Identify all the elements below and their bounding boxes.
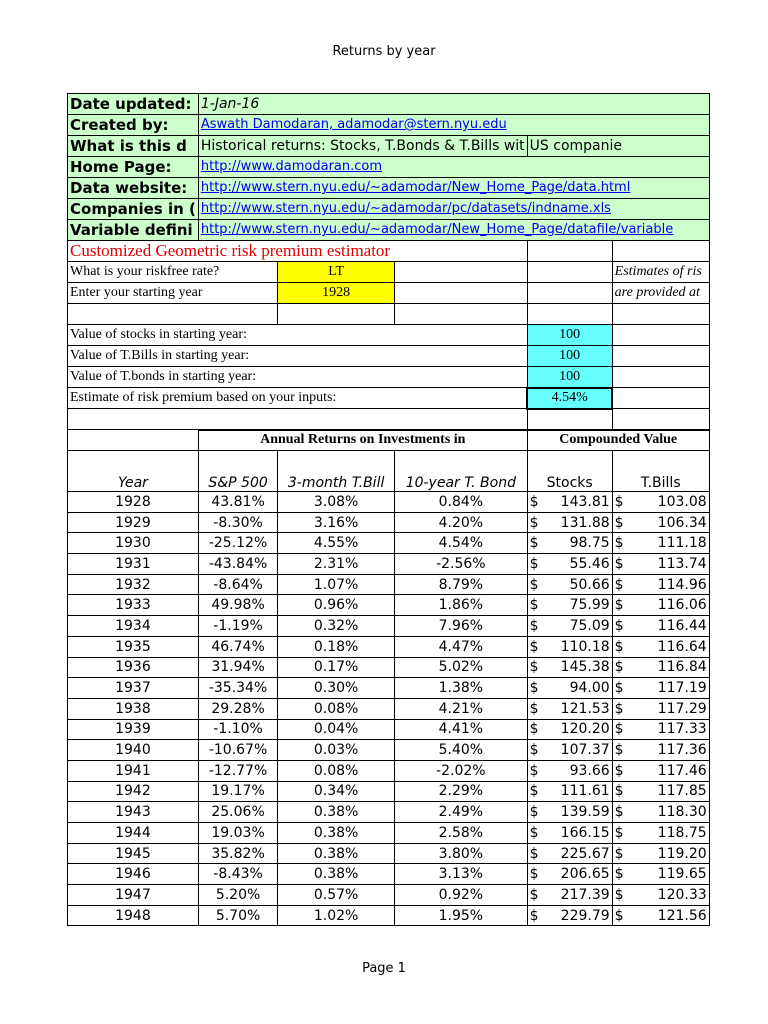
tbills-value-cell: [612, 698, 709, 719]
currency-symbol: $: [529, 783, 539, 800]
empty-cell: [395, 304, 528, 325]
tbills-value: 106.34: [657, 514, 707, 531]
estimator-title: Customized Geometric risk premium estimator: [68, 241, 528, 262]
stocks-value: 143.81: [560, 493, 610, 510]
currency-symbol: $: [529, 617, 539, 634]
sp500-return-cell: -8.30%: [198, 512, 277, 533]
stocks-value-cell: [527, 719, 612, 740]
data-website-link[interactable]: http://www.stern.nyu.edu/~adamodar/New_Home_Page/data.html: [198, 178, 709, 199]
riskfree-label: What is your riskfree rate?: [68, 262, 278, 283]
stocks-start-value[interactable]: 100: [527, 325, 612, 346]
currency-symbol: $: [529, 597, 539, 614]
col-header-year: Year: [68, 451, 199, 492]
currency-symbol: $: [529, 804, 539, 821]
currency-symbol: $: [614, 866, 624, 883]
empty-cell: [395, 262, 528, 283]
tbonds-start-label: Value of T.bonds in starting year:: [68, 367, 528, 388]
table-row: [68, 492, 710, 513]
tbill-return-cell: 0.57%: [278, 885, 395, 906]
tbond-return-cell: 7.96%: [395, 616, 528, 637]
stocks-value: 217.39: [560, 886, 610, 903]
created-by-link[interactable]: Aswath Damodaran, adamodar@stern.nyu.edu: [198, 115, 709, 136]
tbond-return-cell: 8.79%: [395, 574, 528, 595]
tbond-return-cell: 4.21%: [395, 698, 528, 719]
tbills-value: 114.96: [657, 576, 707, 593]
tbills-value: 111.18: [657, 535, 707, 552]
sp500-return-cell: -1.19%: [198, 616, 277, 637]
tbond-return-cell: 4.41%: [395, 719, 528, 740]
sp500-return-cell: 46.74%: [198, 636, 277, 657]
stocks-value: 94.00: [569, 680, 610, 697]
empty-cell: [527, 262, 612, 283]
table-row: [68, 719, 710, 740]
tbill-return-cell: 0.38%: [278, 843, 395, 864]
tbond-return-cell: 3.13%: [395, 864, 528, 885]
tbills-value-cell: [612, 533, 709, 554]
stocks-value: 75.09: [569, 617, 610, 634]
year-cell: 1928: [68, 492, 199, 513]
stocks-value-cell: [527, 554, 612, 575]
tbills-value-cell: [612, 616, 709, 637]
stocks-value-cell: [527, 885, 612, 906]
tbill-return-cell: 0.17%: [278, 657, 395, 678]
currency-symbol: $: [614, 762, 624, 779]
stocks-value: 229.79: [560, 907, 610, 924]
currency-symbol: $: [529, 742, 539, 759]
currency-symbol: $: [614, 700, 624, 717]
tbills-value-cell: [612, 719, 709, 740]
tbond-return-cell: 4.47%: [395, 636, 528, 657]
stocks-value: 98.75: [569, 535, 610, 552]
table-row: [68, 781, 710, 802]
stocks-value-cell: [527, 843, 612, 864]
tbills-value-cell: [612, 905, 709, 926]
stocks-value-cell: [527, 512, 612, 533]
sp500-return-cell: 19.17%: [198, 781, 277, 802]
tbond-return-cell: 5.02%: [395, 657, 528, 678]
sp500-return-cell: -8.64%: [198, 574, 277, 595]
tbills-value: 117.19: [657, 680, 707, 697]
year-cell: 1936: [68, 657, 199, 678]
stocks-value: 131.88: [560, 514, 610, 531]
year-cell: 1931: [68, 554, 199, 575]
year-cell: 1946: [68, 864, 199, 885]
col-header-tbills: T.Bills: [612, 451, 709, 492]
tbond-return-cell: 4.54%: [395, 533, 528, 554]
currency-symbol: $: [529, 824, 539, 841]
currency-symbol: $: [614, 555, 624, 572]
currency-symbol: $: [614, 824, 624, 841]
stocks-value: 50.66: [569, 576, 610, 593]
tbills-value: 113.74: [657, 555, 707, 572]
empty-cell: [527, 409, 612, 430]
stocks-value-cell: [527, 678, 612, 699]
tbond-return-cell: -2.56%: [395, 554, 528, 575]
tbill-return-cell: 1.02%: [278, 905, 395, 926]
tbond-return-cell: 1.95%: [395, 905, 528, 926]
companies-label: Companies in (: [68, 199, 199, 220]
year-cell: 1945: [68, 843, 199, 864]
stocks-value-cell: [527, 905, 612, 926]
tbond-return-cell: 4.20%: [395, 512, 528, 533]
spreadsheet-grid: [67, 93, 710, 926]
tbond-return-cell: 3.80%: [395, 843, 528, 864]
stocks-value-cell: [527, 698, 612, 719]
note-line-1: Estimates of ris: [612, 262, 709, 283]
table-row: [68, 864, 710, 885]
empty-cell: [527, 283, 612, 304]
tbill-return-cell: 0.38%: [278, 802, 395, 823]
start-year-input[interactable]: 1928: [278, 283, 395, 304]
empty-cell: [612, 367, 709, 388]
currency-symbol: $: [529, 638, 539, 655]
tbond-return-cell: 0.92%: [395, 885, 528, 906]
stocks-value: 145.38: [560, 659, 610, 676]
tbills-value: 116.06: [657, 597, 707, 614]
variable-definitions-link[interactable]: http://www.stern.nyu.edu/~adamodar/New_Home_Page/datafile/variable: [198, 220, 709, 241]
table-row: [68, 574, 710, 595]
tbill-return-cell: 2.31%: [278, 554, 395, 575]
sp500-return-cell: -8.43%: [198, 864, 277, 885]
tbills-start-label: Value of T.Bills in starting year:: [68, 346, 528, 367]
home-page-label: Home Page:: [68, 157, 199, 178]
currency-symbol: $: [529, 514, 539, 531]
stocks-start-label: Value of stocks in starting year:: [68, 325, 528, 346]
sp500-return-cell: -25.12%: [198, 533, 277, 554]
table-row: [68, 760, 710, 781]
empty-cell: [612, 304, 709, 325]
year-cell: 1948: [68, 905, 199, 926]
tbills-value-cell: [612, 843, 709, 864]
stocks-value-cell: [527, 574, 612, 595]
year-cell: 1930: [68, 533, 199, 554]
table-row: [68, 636, 710, 657]
sp500-return-cell: 19.03%: [198, 823, 277, 844]
empty-cell: [527, 304, 612, 325]
what-is-this-label: What is this d: [68, 136, 199, 157]
stocks-value-cell: [527, 492, 612, 513]
empty-cell: [395, 283, 528, 304]
stocks-value-cell: [527, 740, 612, 761]
stocks-value-cell: [527, 802, 612, 823]
tbill-return-cell: 0.96%: [278, 595, 395, 616]
tbill-return-cell: 0.18%: [278, 636, 395, 657]
tbills-value: 117.29: [657, 700, 707, 717]
tbill-return-cell: 0.38%: [278, 864, 395, 885]
stocks-value-cell: [527, 760, 612, 781]
stocks-value-cell: [527, 657, 612, 678]
tbond-return-cell: 0.84%: [395, 492, 528, 513]
annual-returns-header: Annual Returns on Investments in: [198, 430, 527, 451]
currency-symbol: $: [529, 762, 539, 779]
table-row: [68, 678, 710, 699]
tbills-value: 103.08: [657, 493, 707, 510]
stocks-value-cell: [527, 636, 612, 657]
tbills-value-cell: [612, 657, 709, 678]
tbills-value-cell: [612, 678, 709, 699]
tbills-value-cell: [612, 636, 709, 657]
tbills-value: 118.30: [657, 804, 707, 821]
tbills-start-value[interactable]: 100: [527, 346, 612, 367]
page-footer: Page 1: [362, 961, 406, 976]
currency-symbol: $: [614, 493, 624, 510]
year-cell: 1929: [68, 512, 199, 533]
stocks-value: 111.61: [560, 783, 610, 800]
tbills-value-cell: [612, 595, 709, 616]
currency-symbol: $: [614, 742, 624, 759]
sp500-return-cell: -1.10%: [198, 719, 277, 740]
col-header-tbond: 10-year T. Bond: [395, 451, 528, 492]
tbill-return-cell: 1.07%: [278, 574, 395, 595]
currency-symbol: $: [614, 845, 624, 862]
year-cell: 1940: [68, 740, 199, 761]
tbill-return-cell: 0.34%: [278, 781, 395, 802]
tbills-value-cell: [612, 823, 709, 844]
year-cell: 1938: [68, 698, 199, 719]
sp500-return-cell: -43.84%: [198, 554, 277, 575]
sp500-return-cell: 49.98%: [198, 595, 277, 616]
tbill-return-cell: 0.08%: [278, 760, 395, 781]
currency-symbol: $: [529, 680, 539, 697]
tbills-value: 116.44: [657, 617, 707, 634]
table-row: [68, 657, 710, 678]
tbill-return-cell: 0.08%: [278, 698, 395, 719]
year-cell: 1933: [68, 595, 199, 616]
tbill-return-cell: 4.55%: [278, 533, 395, 554]
year-cell: 1935: [68, 636, 199, 657]
stocks-value: 75.99: [569, 597, 610, 614]
compounded-value-header: Compounded Value: [527, 430, 709, 451]
stocks-value: 121.53: [560, 700, 610, 717]
tbill-return-cell: 0.38%: [278, 823, 395, 844]
empty-cell: [68, 304, 278, 325]
currency-symbol: $: [614, 721, 624, 738]
stocks-value: 166.15: [560, 824, 610, 841]
companies-link[interactable]: http://www.stern.nyu.edu/~adamodar/pc/datasets/indname.xls: [198, 199, 709, 220]
currency-symbol: $: [614, 617, 624, 634]
currency-symbol: $: [529, 659, 539, 676]
currency-symbol: $: [529, 907, 539, 924]
table-row: [68, 595, 710, 616]
currency-symbol: $: [614, 907, 624, 924]
stocks-value-cell: [527, 595, 612, 616]
what-is-this-value: Historical returns: Stocks, T.Bonds & T.Bills wit: [198, 136, 527, 157]
tbills-value: 117.46: [657, 762, 707, 779]
sp500-return-cell: 31.94%: [198, 657, 277, 678]
table-row: [68, 823, 710, 844]
tbond-return-cell: 1.86%: [395, 595, 528, 616]
stocks-value: 93.66: [569, 762, 610, 779]
currency-symbol: $: [529, 886, 539, 903]
year-cell: 1934: [68, 616, 199, 637]
year-cell: 1941: [68, 760, 199, 781]
sp500-return-cell: -12.77%: [198, 760, 277, 781]
col-header-stocks: Stocks: [527, 451, 612, 492]
currency-symbol: $: [614, 597, 624, 614]
created-by-label: Created by:: [68, 115, 199, 136]
tbonds-start-value[interactable]: 100: [527, 367, 612, 388]
stocks-value-cell: [527, 823, 612, 844]
tbond-return-cell: 2.49%: [395, 802, 528, 823]
tbills-value: 117.36: [657, 742, 707, 759]
currency-symbol: $: [529, 845, 539, 862]
date-updated-value: 1-Jan-16: [198, 94, 709, 115]
currency-symbol: $: [529, 535, 539, 552]
stocks-value: 225.67: [560, 845, 610, 862]
year-cell: 1944: [68, 823, 199, 844]
year-cell: 1937: [68, 678, 199, 699]
tbond-return-cell: 5.40%: [395, 740, 528, 761]
sp500-return-cell: -10.67%: [198, 740, 277, 761]
table-row: [68, 802, 710, 823]
currency-symbol: $: [614, 659, 624, 676]
empty-cell: [612, 388, 709, 409]
year-cell: 1942: [68, 781, 199, 802]
home-page-link[interactable]: http://www.damodaran.com: [198, 157, 709, 178]
year-cell: 1932: [68, 574, 199, 595]
sp500-return-cell: 25.06%: [198, 802, 277, 823]
tbond-return-cell: 1.38%: [395, 678, 528, 699]
table-row: [68, 698, 710, 719]
currency-symbol: $: [529, 866, 539, 883]
year-cell: 1947: [68, 885, 199, 906]
tbills-value-cell: [612, 512, 709, 533]
sp500-return-cell: 29.28%: [198, 698, 277, 719]
sp500-return-cell: 5.70%: [198, 905, 277, 926]
tbills-value: 117.33: [657, 721, 707, 738]
tbills-value-cell: [612, 781, 709, 802]
note-line-2: are provided at: [612, 283, 709, 304]
tbill-return-cell: 0.03%: [278, 740, 395, 761]
table-row: [68, 616, 710, 637]
stocks-value: 107.37: [560, 742, 610, 759]
tbond-return-cell: 2.58%: [395, 823, 528, 844]
currency-symbol: $: [529, 576, 539, 593]
empty-cell: [612, 241, 709, 262]
currency-symbol: $: [614, 680, 624, 697]
currency-symbol: $: [614, 783, 624, 800]
empty-cell: [278, 304, 395, 325]
data-website-label: Data website:: [68, 178, 199, 199]
table-row: [68, 905, 710, 926]
variable-definitions-label: Variable defini: [68, 220, 199, 241]
empty-cell: [612, 409, 709, 430]
stocks-value: 55.46: [569, 555, 610, 572]
stocks-value-cell: [527, 533, 612, 554]
currency-symbol: $: [614, 638, 624, 655]
tbond-return-cell: 2.29%: [395, 781, 528, 802]
risk-premium-label: Estimate of risk premium based on your inputs:: [68, 388, 528, 409]
sp500-return-cell: 43.81%: [198, 492, 277, 513]
stocks-value: 139.59: [560, 804, 610, 821]
tbills-value-cell: [612, 864, 709, 885]
col-header-tbill: 3-month T.Bill: [278, 451, 395, 492]
tbills-value: 119.20: [657, 845, 707, 862]
year-cell: 1939: [68, 719, 199, 740]
tbills-value: 120.33: [657, 886, 707, 903]
table-row: [68, 843, 710, 864]
table-row: [68, 885, 710, 906]
currency-symbol: $: [614, 514, 624, 531]
tbills-value: 116.84: [657, 659, 707, 676]
empty-cell: [612, 346, 709, 367]
currency-symbol: $: [529, 721, 539, 738]
table-row: [68, 740, 710, 761]
tbills-value-cell: [612, 740, 709, 761]
currency-symbol: $: [529, 700, 539, 717]
tbills-value: 118.75: [657, 824, 707, 841]
table-row: [68, 533, 710, 554]
tbills-value-cell: [612, 802, 709, 823]
page-title: Returns by year: [332, 44, 436, 59]
currency-symbol: $: [614, 886, 624, 903]
year-cell: 1943: [68, 802, 199, 823]
tbills-value-cell: [612, 554, 709, 575]
tbills-value-cell: [612, 885, 709, 906]
empty-cell: [612, 325, 709, 346]
sp500-return-cell: 35.82%: [198, 843, 277, 864]
tbond-return-cell: -2.02%: [395, 760, 528, 781]
sp500-return-cell: 5.20%: [198, 885, 277, 906]
col-header-sp500: S&P 500: [198, 451, 277, 492]
tbills-value-cell: [612, 492, 709, 513]
tbills-value: 119.65: [657, 866, 707, 883]
date-updated-label: Date updated:: [68, 94, 199, 115]
stocks-value-cell: [527, 616, 612, 637]
riskfree-input[interactable]: LT: [278, 262, 395, 283]
stocks-value-cell: [527, 864, 612, 885]
tbill-return-cell: 0.30%: [278, 678, 395, 699]
empty-cell: [68, 409, 528, 430]
tbills-value: 121.56: [657, 907, 707, 924]
table-row: [68, 512, 710, 533]
currency-symbol: $: [614, 576, 624, 593]
risk-premium-value: 4.54%: [527, 388, 612, 409]
currency-symbol: $: [614, 804, 624, 821]
table-row: [68, 554, 710, 575]
tbill-return-cell: 3.16%: [278, 512, 395, 533]
stocks-value: 206.65: [560, 866, 610, 883]
currency-symbol: $: [529, 493, 539, 510]
stocks-value-cell: [527, 781, 612, 802]
tbills-value-cell: [612, 574, 709, 595]
tbill-return-cell: 3.08%: [278, 492, 395, 513]
tbill-return-cell: 0.04%: [278, 719, 395, 740]
tbills-value-cell: [612, 760, 709, 781]
start-year-label: Enter your starting year: [68, 283, 278, 304]
stocks-value: 110.18: [560, 638, 610, 655]
tbill-return-cell: 0.32%: [278, 616, 395, 637]
what-is-this-value-2: US companie: [527, 136, 709, 157]
sp500-return-cell: -35.34%: [198, 678, 277, 699]
tbills-value: 117.85: [657, 783, 707, 800]
empty-cell: [68, 430, 199, 451]
currency-symbol: $: [529, 555, 539, 572]
currency-symbol: $: [614, 535, 624, 552]
stocks-value: 120.20: [560, 721, 610, 738]
tbills-value: 116.64: [657, 638, 707, 655]
empty-cell: [527, 241, 612, 262]
